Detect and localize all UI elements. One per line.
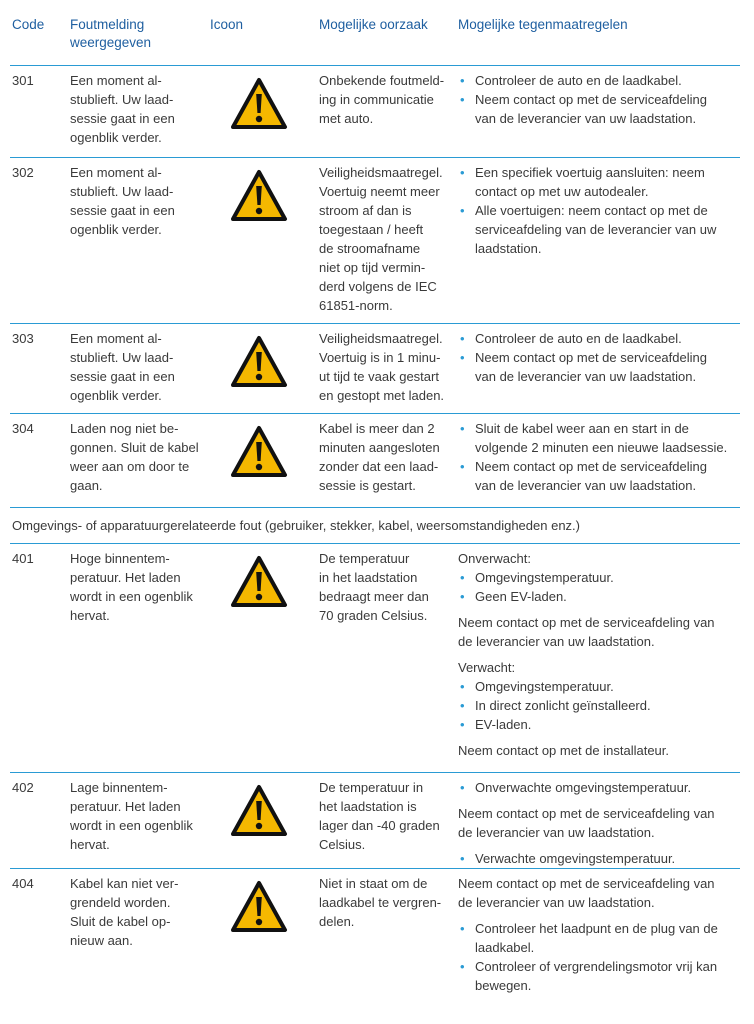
possible-cause-line: Voertuig neemt meer: [319, 184, 440, 199]
possible-cause-line: Kabel is meer dan 2: [319, 421, 435, 436]
countermeasure-line: • Omgevingstemperatuur.: [475, 570, 614, 585]
possible-cause-line: lager dan -40 graden: [319, 818, 440, 833]
error-message-line: peratuur. Het laden: [70, 570, 181, 585]
countermeasure-text: [458, 658, 740, 677]
countermeasures: [458, 778, 740, 868]
header-icon: Icoon: [210, 17, 244, 32]
error-message-line: gonnen. Sluit de kabel: [70, 440, 199, 455]
countermeasures: [458, 549, 740, 760]
countermeasure-bullet: [458, 348, 740, 386]
countermeasure-bullet: [458, 71, 740, 90]
possible-cause-line: derd volgens de IEC: [319, 279, 437, 294]
countermeasure-bullet: [458, 419, 740, 457]
countermeasure-line: • Onverwachte omgevingstemperatuur.: [475, 780, 692, 795]
countermeasures: [458, 419, 740, 495]
countermeasure-bullet: [458, 163, 740, 201]
possible-cause-line: Veiligheidsmaatregel.: [319, 165, 443, 180]
countermeasure-bullet: [458, 587, 740, 606]
row-divider: [10, 323, 740, 324]
possible-cause-line: het laadstation is: [319, 799, 417, 814]
countermeasures: [458, 163, 740, 258]
countermeasure-text: [458, 804, 740, 842]
error-code: 303: [12, 331, 34, 346]
countermeasure-line: Verwacht:: [458, 660, 516, 675]
warning-triangle-icon: [230, 77, 290, 131]
countermeasures: [458, 71, 740, 128]
countermeasure-bullet: [458, 568, 740, 587]
possible-cause-line: laadkabel te vergren-: [319, 895, 442, 910]
row-divider: [10, 65, 740, 66]
error-code: 301: [12, 73, 34, 88]
countermeasure-bullet: [458, 919, 740, 957]
countermeasure-text: [458, 549, 740, 568]
countermeasure-line: • Alle voertuigen: neem contact op met de: [475, 203, 708, 218]
error-message: [70, 329, 198, 405]
possible-cause: [319, 549, 453, 625]
possible-cause-line: minuten aangesloten: [319, 440, 440, 455]
section-label: Omgevings- of apparatuurgerelateerde fout (gebruiker, stekker, kabel, weersomstandigheden enz.): [12, 518, 580, 533]
countermeasure-bullet: [458, 457, 740, 495]
row-divider: [10, 772, 740, 773]
error-message: [70, 778, 198, 854]
error-message-line: grendeld worden.: [70, 895, 171, 910]
possible-cause-line: 70 graden Celsius.: [319, 608, 428, 623]
error-message-line: wordt in een ogenblik: [70, 818, 193, 833]
possible-cause-line: bedraagt meer dan: [319, 589, 429, 604]
countermeasure-line: Neem contact op met de serviceafdeling van: [458, 876, 715, 891]
error-message-line: Een moment al-: [70, 331, 162, 346]
possible-cause-line: ing in communicatie: [319, 92, 434, 107]
possible-cause-line: de stroomafname: [319, 241, 421, 256]
warning-triangle-icon: [230, 784, 290, 838]
countermeasure-line: • Neem contact op met de serviceafdeling: [475, 350, 707, 365]
countermeasure-line: laadstation.: [475, 241, 542, 256]
error-message-line: Lage binnentem-: [70, 780, 168, 795]
error-message-line: stublieft. Uw laad-: [70, 350, 174, 365]
countermeasure-bullet: [458, 696, 740, 715]
error-message-line: sessie gaat in een: [70, 369, 175, 384]
countermeasure-line: serviceafdeling van de leverancier van uw: [475, 222, 717, 237]
possible-cause-line: De temperatuur: [319, 551, 410, 566]
error-message: [70, 549, 198, 625]
error-message: [70, 163, 198, 239]
warning-triangle-icon: [230, 555, 290, 609]
error-message-line: Een moment al-: [70, 165, 162, 180]
warning-triangle-icon: [230, 335, 290, 389]
error-message-line: weer aan om door te: [70, 459, 190, 474]
row-divider: [10, 413, 740, 414]
countermeasure-text: [458, 741, 740, 760]
countermeasure-bullet: [458, 957, 740, 995]
countermeasure-line: • Controleer het laadpunt en de plug van de: [475, 921, 718, 936]
row-divider: [10, 543, 740, 544]
countermeasure-line: • Controleer de auto en de laadkabel.: [475, 331, 682, 346]
possible-cause: [319, 874, 453, 931]
possible-cause: [319, 419, 453, 495]
header-message: [70, 16, 151, 52]
countermeasure-bullet: [458, 849, 740, 868]
possible-cause-line: zonder dat een laad-: [319, 459, 439, 474]
possible-cause-line: met auto.: [319, 111, 374, 126]
row-divider: [10, 507, 740, 508]
countermeasure-bullet: [458, 778, 740, 797]
countermeasure-line: Neem contact op met de serviceafdeling van: [458, 615, 715, 630]
error-message-line: Een moment al-: [70, 73, 162, 88]
error-message-line: wordt in een ogenblik: [70, 589, 193, 604]
countermeasure-bullet: [458, 677, 740, 696]
countermeasure-bullet: [458, 329, 740, 348]
error-message-line: nieuw aan.: [70, 933, 133, 948]
row-divider: [10, 157, 740, 158]
error-message-line: stublieft. Uw laad-: [70, 92, 174, 107]
countermeasure-line: van de leverancier van uw laadstation.: [475, 369, 697, 384]
countermeasure-line: • Een specifiek voertuig aansluiten: neem: [475, 165, 705, 180]
countermeasure-line: de leverancier van uw laadstation.: [458, 895, 655, 910]
countermeasure-line: volgende 2 minuten een nieuwe laadsessie.: [475, 440, 728, 455]
error-message-line: sessie gaat in een: [70, 203, 175, 218]
error-code: 402: [12, 780, 34, 795]
possible-cause-line: De temperatuur in: [319, 780, 424, 795]
countermeasure-line: • Omgevingstemperatuur.: [475, 679, 614, 694]
header-actions: Mogelijke tegenmaatregelen: [458, 17, 628, 32]
error-message-line: hervat.: [70, 608, 110, 623]
countermeasure-line: • Neem contact op met de serviceafdeling: [475, 459, 707, 474]
header-code: Code: [12, 17, 45, 32]
possible-cause-line: in het laadstation: [319, 570, 418, 585]
countermeasure-line: Neem contact op met de serviceafdeling van: [458, 806, 715, 821]
error-message-line: stublieft. Uw laad-: [70, 184, 174, 199]
header-message-line: weergegeven: [70, 35, 152, 50]
countermeasure-line: van de leverancier van uw laadstation.: [475, 478, 697, 493]
countermeasure-line: • EV-laden.: [475, 717, 532, 732]
error-code: 304: [12, 421, 34, 436]
possible-cause: [319, 71, 453, 128]
error-message: [70, 71, 198, 147]
error-message-line: Kabel kan niet ver-: [70, 876, 179, 891]
warning-triangle-icon: [230, 169, 290, 223]
possible-cause-line: sessie is gestart.: [319, 478, 416, 493]
countermeasures: [458, 329, 740, 386]
header-cause: Mogelijke oorzaak: [319, 17, 428, 32]
countermeasure-line: laadkabel.: [475, 940, 535, 955]
countermeasure-text: [458, 613, 740, 651]
error-message-line: ogenblik verder.: [70, 388, 162, 403]
countermeasure-line: de leverancier van uw laadstation.: [458, 634, 655, 649]
possible-cause-line: Voertuig is in 1 minu-: [319, 350, 441, 365]
possible-cause-line: niet op tijd vermin-: [319, 260, 426, 275]
row-divider: [10, 868, 740, 869]
possible-cause-line: delen.: [319, 914, 355, 929]
countermeasure-line: Onverwacht:: [458, 551, 531, 566]
possible-cause-line: toegestaan / heeft: [319, 222, 424, 237]
warning-triangle-icon: [230, 425, 290, 479]
error-message-line: Sluit de kabel op-: [70, 914, 171, 929]
possible-cause: [319, 778, 453, 854]
error-code: 404: [12, 876, 34, 891]
countermeasure-text: [458, 874, 740, 912]
warning-triangle-icon: [230, 880, 290, 934]
countermeasure-line: • Controleer de auto en de laadkabel.: [475, 73, 682, 88]
error-message: [70, 874, 198, 950]
countermeasure-line: de leverancier van uw laadstation.: [458, 825, 655, 840]
possible-cause-line: ut tijd te vaak gestart: [319, 369, 439, 384]
possible-cause-line: stroom af dan is: [319, 203, 412, 218]
possible-cause: [319, 163, 453, 315]
header-message-line: Foutmelding: [70, 17, 145, 32]
countermeasure-line: van de leverancier van uw laadstation.: [475, 111, 697, 126]
countermeasure-line: • Sluit de kabel weer aan en start in de: [475, 421, 689, 436]
possible-cause-line: 61851-norm.: [319, 298, 393, 313]
error-message-line: hervat.: [70, 837, 110, 852]
countermeasure-bullet: [458, 201, 740, 258]
countermeasure-bullet: [458, 715, 740, 734]
error-code: 401: [12, 551, 34, 566]
countermeasure-line: • Geen EV-laden.: [475, 589, 567, 604]
possible-cause-line: en gestopt met laden.: [319, 388, 445, 403]
possible-cause-line: Niet in staat om de: [319, 876, 428, 891]
countermeasure-line: • Neem contact op met de serviceafdeling: [475, 92, 707, 107]
error-message-line: Laden nog niet be-: [70, 421, 179, 436]
error-message-line: peratuur. Het laden: [70, 799, 181, 814]
possible-cause: [319, 329, 453, 405]
error-message-line: Hoge binnentem-: [70, 551, 170, 566]
error-message-line: ogenblik verder.: [70, 222, 162, 237]
countermeasure-line: • In direct zonlicht geïnstalleerd.: [475, 698, 651, 713]
countermeasures: [458, 874, 740, 995]
countermeasure-line: • Verwachte omgevingstemperatuur.: [475, 851, 676, 866]
countermeasure-bullet: [458, 90, 740, 128]
countermeasure-line: contact op met uw autodealer.: [475, 184, 649, 199]
error-message-line: gaan.: [70, 478, 103, 493]
error-code: 302: [12, 165, 34, 180]
error-message-line: ogenblik verder.: [70, 130, 162, 145]
error-message: [70, 419, 198, 495]
countermeasure-line: bewegen.: [475, 978, 532, 993]
error-message-line: sessie gaat in een: [70, 111, 175, 126]
countermeasure-line: Neem contact op met de installateur.: [458, 743, 670, 758]
possible-cause-line: Veiligheidsmaatregel.: [319, 331, 443, 346]
possible-cause-line: Celsius.: [319, 837, 366, 852]
countermeasure-line: • Controleer of vergrendelingsmotor vrij kan: [475, 959, 718, 974]
possible-cause-line: Onbekende foutmeld-: [319, 73, 445, 88]
